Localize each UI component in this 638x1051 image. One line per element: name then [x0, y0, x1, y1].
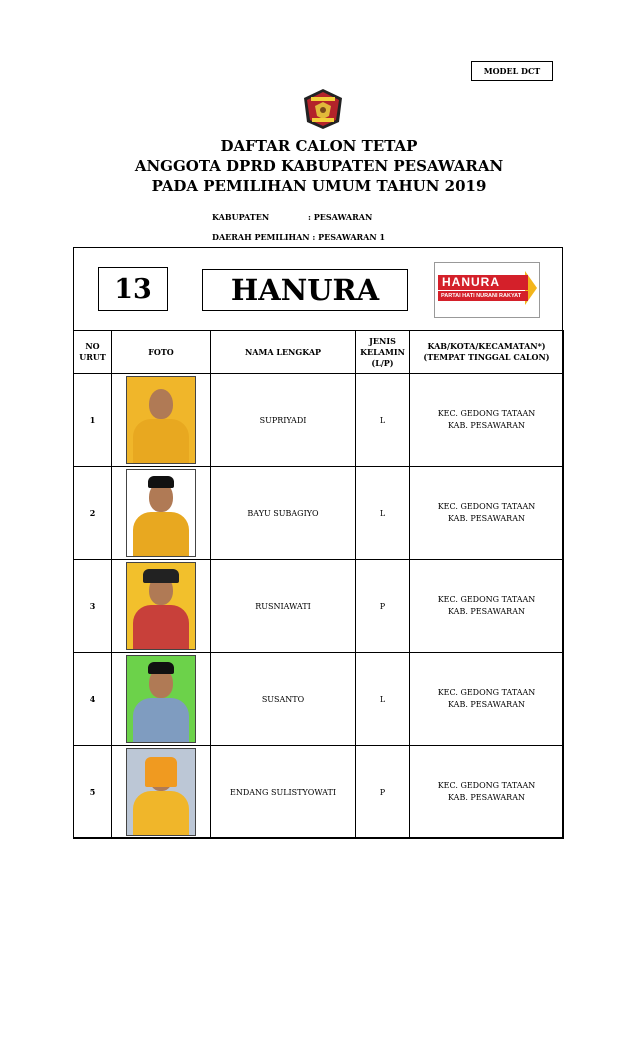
address-line-2: KAB. PESAWARAN [448, 700, 525, 709]
candidate-number: 5 [74, 746, 112, 839]
candidate-address [410, 467, 564, 560]
dapil-row [212, 232, 385, 242]
photo-cap [148, 662, 174, 674]
table-row [74, 746, 564, 839]
address-line-1: KEC. GEDONG TATAAN [437, 688, 536, 697]
candidate-number: 3 [74, 560, 112, 653]
address-line-1: KEC. GEDONG TATAAN [437, 409, 536, 418]
address-line-2: KAB. PESAWARAN [448, 793, 525, 802]
candidate-photo [126, 469, 196, 557]
photo-body [133, 419, 189, 464]
candidate-sex: L [356, 653, 410, 746]
party-name: HANURA [202, 269, 408, 311]
candidate-name: SUPRIYADI [211, 374, 356, 467]
candidate-name: RUSNIAWATI [211, 560, 356, 653]
candidate-photo-cell [112, 467, 211, 560]
candidate-sex: P [356, 560, 410, 653]
model-label: MODEL DCT [471, 61, 553, 81]
photo-body [133, 605, 189, 650]
party-number: 13 [98, 267, 168, 311]
col-foto: FOTO [112, 331, 211, 374]
dapil-label: DAERAH PEMILIHAN [212, 232, 310, 242]
candidate-name: ENDANG SULISTYOWATI [211, 746, 356, 839]
hanura-logo [434, 262, 540, 318]
table-row [74, 560, 564, 653]
candidate-sex: L [356, 374, 410, 467]
candidate-address [410, 374, 564, 467]
address-line-2: KAB. PESAWARAN [448, 514, 525, 523]
candidate-address [410, 560, 564, 653]
address-line-1: KEC. GEDONG TATAAN [437, 781, 536, 790]
col-alamat: KAB/KOTA/KECAMATAN*) (TEMPAT TINGGAL CALON) [410, 331, 564, 374]
kabupaten-label: KABUPATEN [212, 212, 270, 222]
table-row [74, 653, 564, 746]
candidate-photo [126, 748, 196, 836]
candidate-name: BAYU SUBAGIYO [211, 467, 356, 560]
candidate-photo [126, 655, 196, 743]
kpu-logo-icon [302, 88, 344, 130]
photo-body [133, 791, 189, 836]
candidate-photo [126, 376, 196, 464]
hanura-logo-text: HANURA [438, 275, 528, 290]
candidate-number: 1 [74, 374, 112, 467]
candidate-name: SUSANTO [211, 653, 356, 746]
address-line-1: KEC. GEDONG TATAAN [437, 502, 536, 511]
title-line-2: ANGGOTA DPRD KABUPATEN PESAWARAN [134, 157, 504, 175]
table-header-row [74, 331, 564, 374]
candidate-photo-cell [112, 746, 211, 839]
col-nama: NAMA LENGKAP [211, 331, 356, 374]
address-line-2: KAB. PESAWARAN [448, 607, 525, 616]
photo-head [149, 389, 173, 419]
candidate-sex: P [356, 746, 410, 839]
address-line-2: KAB. PESAWARAN [448, 421, 525, 430]
photo-cap [148, 476, 174, 488]
candidate-table [73, 330, 564, 839]
table-row [74, 467, 564, 560]
dapil-value: : PESAWARAN 1 [312, 232, 386, 242]
candidate-photo-cell [112, 653, 211, 746]
title-line-1: DAFTAR CALON TETAP [220, 137, 418, 155]
photo-body [133, 698, 189, 743]
candidate-address [410, 653, 564, 746]
candidate-photo-cell [112, 560, 211, 653]
hanura-logo-subtext: PARTAI HATI NURANI RAKYAT [438, 291, 528, 301]
kabupaten-row [212, 212, 373, 222]
candidate-sex: L [356, 467, 410, 560]
col-jenis: JENIS KELAMIN (L/P) [356, 331, 410, 374]
party-header [74, 248, 562, 331]
col-no: NO URUT [74, 331, 112, 374]
candidate-address [410, 746, 564, 839]
title-line-3: PADA PEMILIHAN UMUM TAHUN 2019 [151, 177, 487, 195]
candidate-photo-cell [112, 374, 211, 467]
photo-cap [145, 757, 177, 787]
candidate-number: 4 [74, 653, 112, 746]
kabupaten-value: : PESAWARAN [308, 212, 373, 222]
photo-body [133, 512, 189, 557]
photo-cap [143, 569, 179, 583]
table-row [74, 374, 564, 467]
address-line-1: KEC. GEDONG TATAAN [437, 595, 536, 604]
candidate-photo [126, 562, 196, 650]
candidate-list-frame [73, 247, 563, 838]
candidate-number: 2 [74, 467, 112, 560]
